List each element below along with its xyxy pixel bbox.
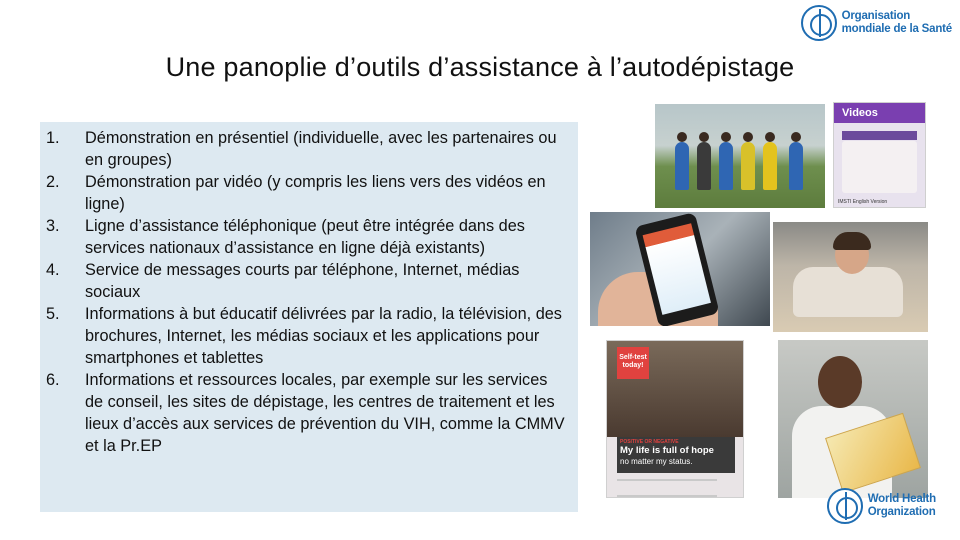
item-number: 6. (46, 371, 60, 389)
video-panel-title: Videos (834, 103, 925, 123)
video-caption: IMSTI English Version (838, 199, 888, 205)
list-item (46, 127, 570, 171)
item-number: 5. (46, 305, 60, 323)
who-logo-french (801, 5, 952, 41)
who-emblem-icon (827, 488, 863, 524)
tools-list (46, 127, 570, 457)
health-worker-brochure-photo (778, 340, 928, 498)
video-thumbnail (842, 141, 917, 193)
man-with-phone-photo (773, 222, 928, 332)
video-panel-screenshot (833, 102, 926, 208)
poster-line1: My life is full of hope (620, 445, 714, 456)
list-item (46, 215, 570, 259)
phone-in-hand-photo (590, 212, 770, 326)
who-emblem-icon (801, 5, 837, 41)
item-number: 3. (46, 217, 60, 235)
who-logo-english (827, 488, 936, 524)
logo-line2: Organization (867, 506, 936, 518)
item-number: 1. (46, 129, 60, 147)
group-demonstration-photo (655, 104, 825, 208)
poster-tag: POSITIVE OR NEGATIVE (620, 439, 679, 445)
item-text: Informations à but éducatif délivrées par la radio, la télévision, des brochures, Internet, les médias sociaux et les applications pour smartphones et tablettes (85, 305, 562, 367)
item-text: Démonstration par vidéo (y compris les liens vers des vidéos en ligne) (85, 173, 546, 213)
item-number: 2. (46, 173, 60, 191)
item-text: Service de messages courts par téléphone, Internet, médias sociaux (85, 261, 520, 301)
logo-line1: World Health (867, 493, 936, 505)
logo-line2: mondiale de la Santé (841, 23, 952, 35)
list-item (46, 303, 570, 369)
logo-line1: Organisation (841, 10, 911, 22)
list-item (46, 259, 570, 303)
content-textbox (40, 122, 578, 512)
list-item (46, 369, 570, 457)
item-text: Ligne d’assistance téléphonique (peut être intégrée dans des services nationaux d’assistance en ligne déjà existants) (85, 217, 525, 257)
item-text: Informations et ressources locales, par exemple sur les services de conseil, les sites de dépistage, les centres de traitement et les lieux d’accès aux services de prévention du VIH, comme la CMMV et la Pr.EP (85, 371, 565, 455)
poster-line2: no matter my status. (620, 457, 693, 466)
item-text: Démonstration en présentiel (individuelle, avec les partenaires ou en groupes) (85, 129, 557, 169)
slide-title: Une panoplie d’outils d’assistance à l’autodépistage (165, 52, 795, 82)
self-test-poster (606, 340, 744, 498)
poster-badge: Self-test today! (617, 347, 649, 379)
item-number: 4. (46, 261, 60, 279)
list-item (46, 171, 570, 215)
